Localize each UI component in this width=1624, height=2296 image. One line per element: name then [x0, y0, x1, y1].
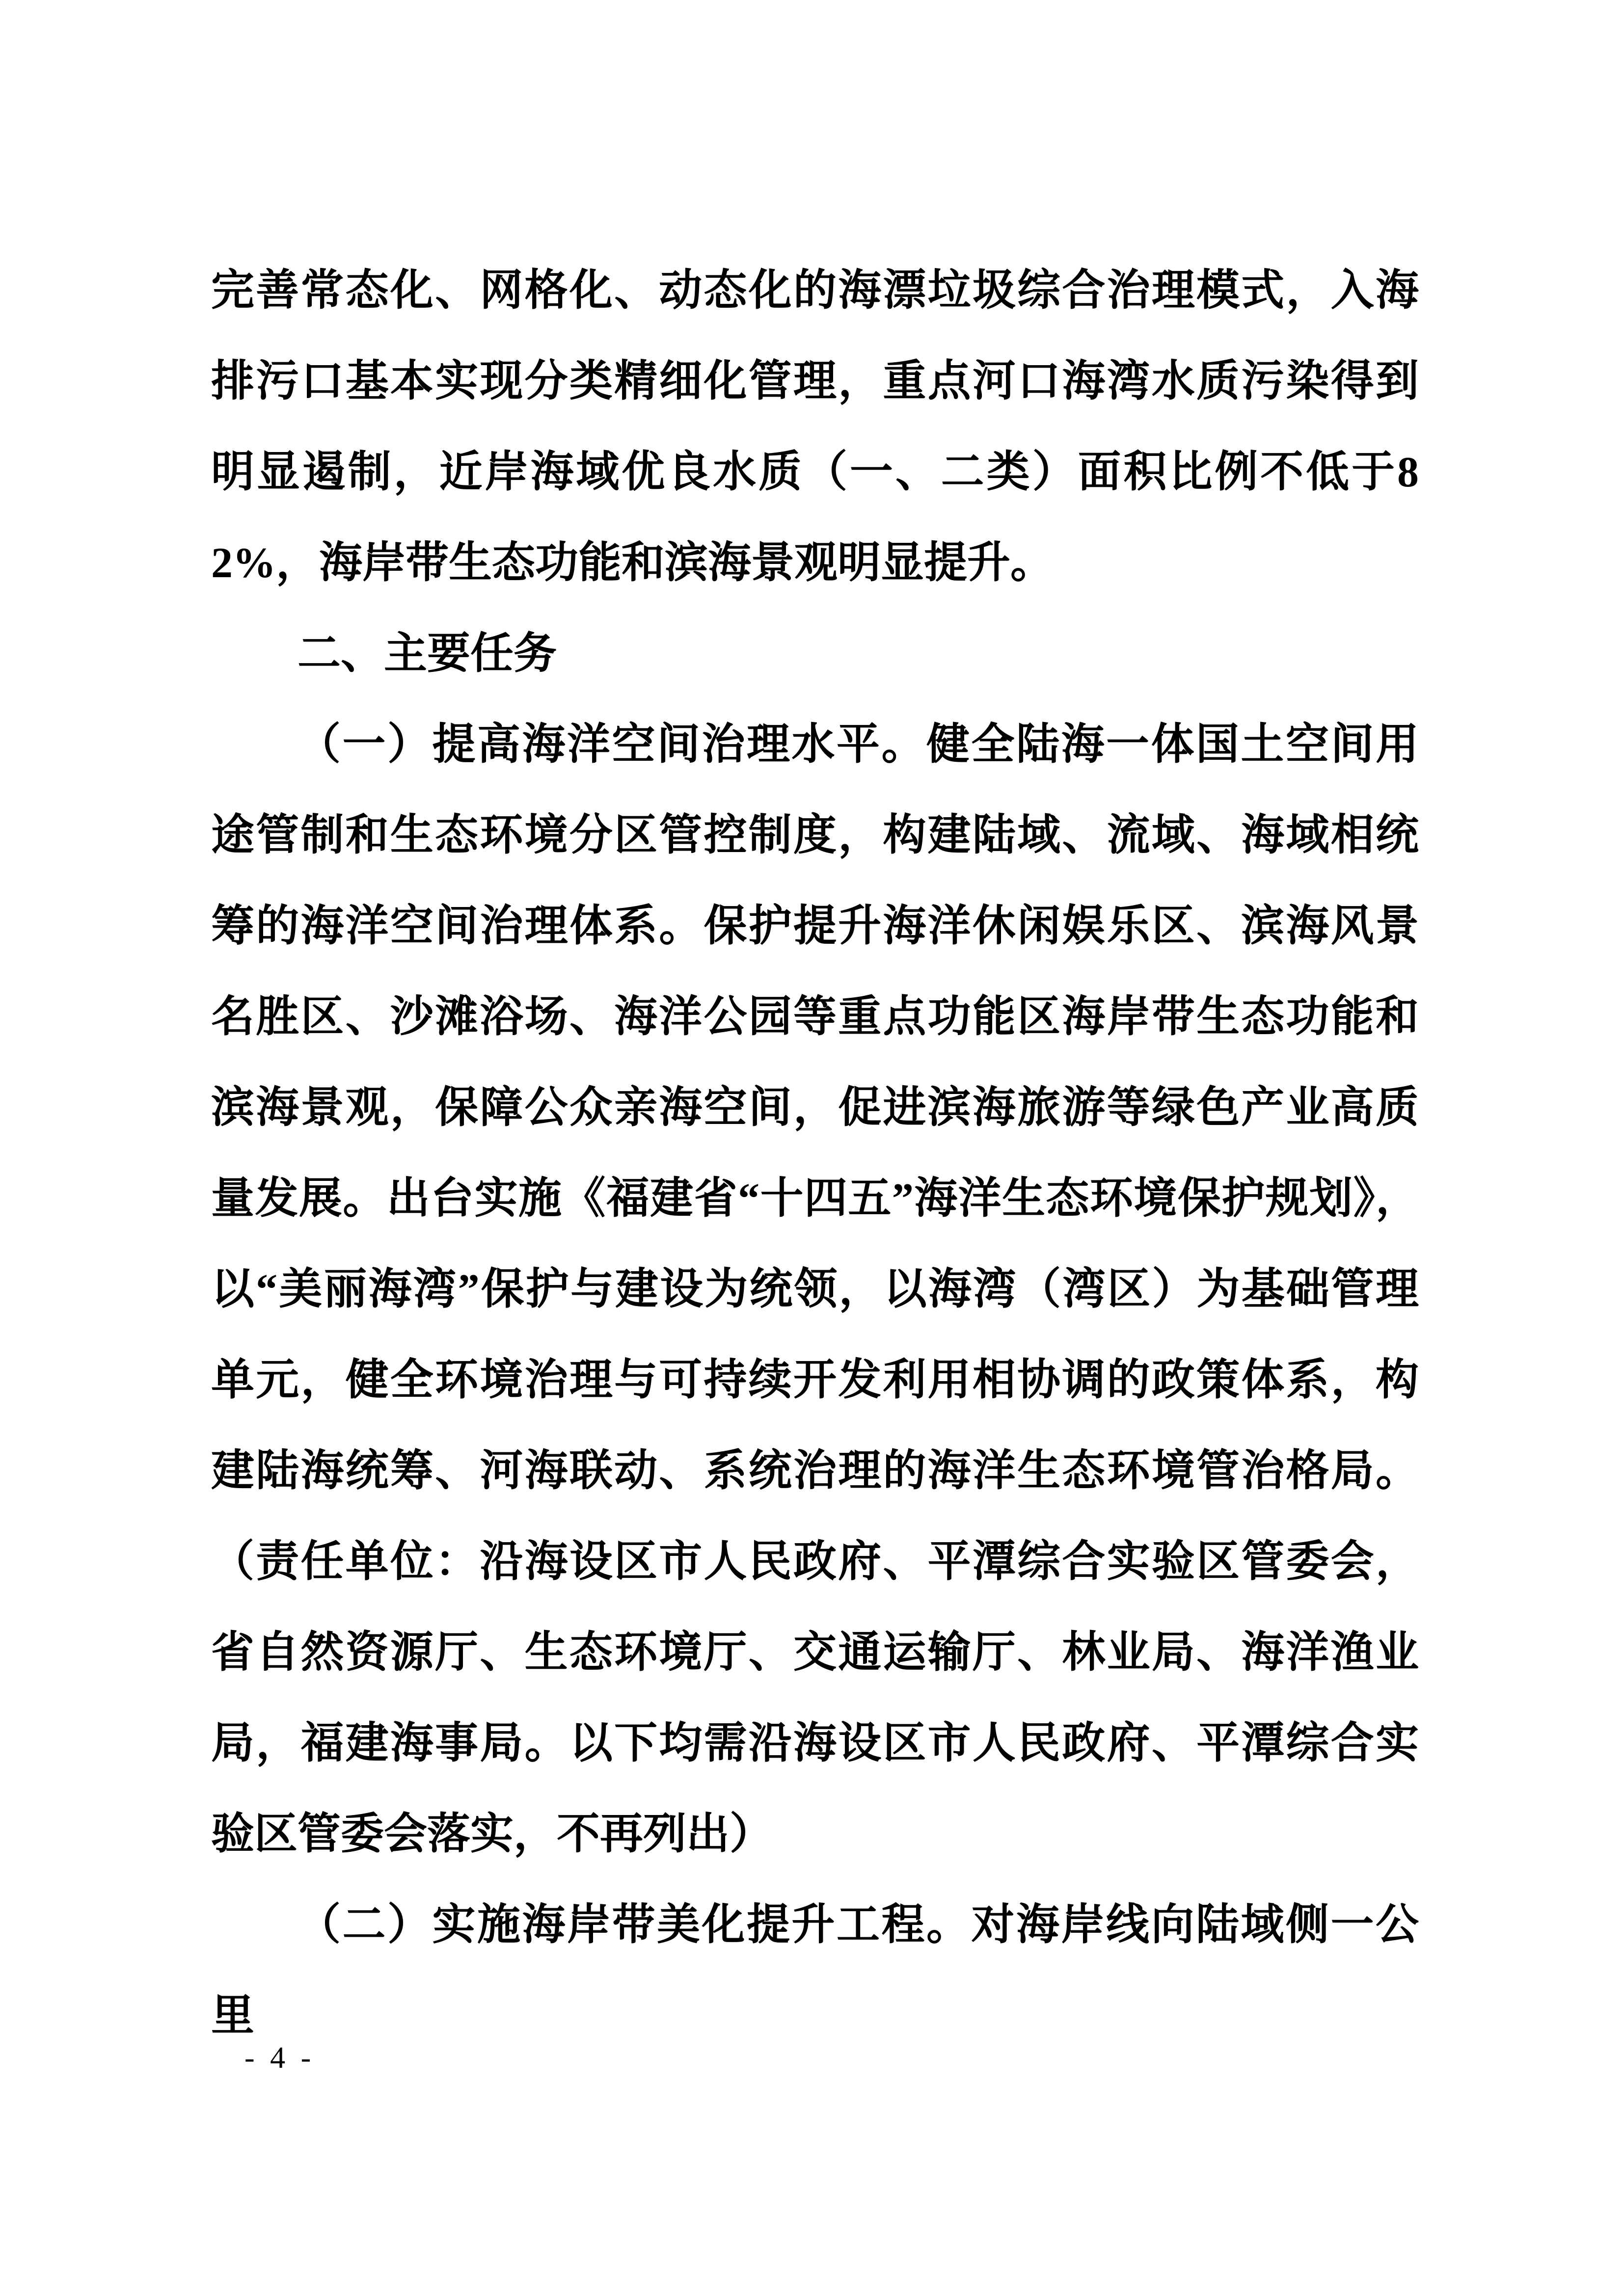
paragraph-text: 对海岸线向陆域侧一公里: [211, 1901, 1419, 2040]
heading-text: 二、主要任务: [298, 630, 557, 678]
page-number: - 4 -: [244, 2041, 315, 2075]
paragraph-task-2: [211, 1880, 1419, 2061]
paragraph-lead-bold: （二）实施海岸带美化提升工程。: [298, 1901, 972, 1949]
paragraph-lead-bold: （一）提高海洋空间治理水平。: [298, 721, 926, 769]
paragraph-text: 完善常态化、网格化、动态化的海漂垃圾综合治理模式，入海排污口基本实现分类精细化管理，重点河口海湾水质污染得到明显遏制，近岸海域优良水质（一、二类）面积比例不低于82%，海岸带生态功能和滨海景观明显提升。: [211, 267, 1419, 587]
paragraph-continuation: [211, 245, 1419, 609]
paragraph-text: 健全陆海一体国土空间用途管制和生态环境分区管控制度，构建陆域、流域、海域相统筹的海洋空间治理体系。保护提升海洋休闲娱乐区、滨海风景名胜区、沙滩浴场、海洋公园等重点功能区海岸带生态功能和滨海景观，保障公众亲海空间，促进滨海旅游等绿色产业高质量发展。出台实施《福建省“十四五”海洋生态环境保护规划》，以“美丽海湾”保护与建设为统领，以海湾（湾区）为基础管理单元，健全环境治理与可持续开发利用相协调的政策体系，构建陆海统筹、河海联动、系统治理的海洋生态环境管治格局。（责任单位：沿海设区市人民政府、平潭综合实验区管委会，省自然资源厅、生态环境厅、交通运输厅、林业局、海洋渔业局，福建海事局。以下均需沿海设区市人民政府、平潭综合实验区管委会落实，不再列出）: [211, 721, 1419, 1858]
section-heading-main-tasks: [211, 609, 1419, 699]
paragraph-task-1: [211, 699, 1419, 1880]
